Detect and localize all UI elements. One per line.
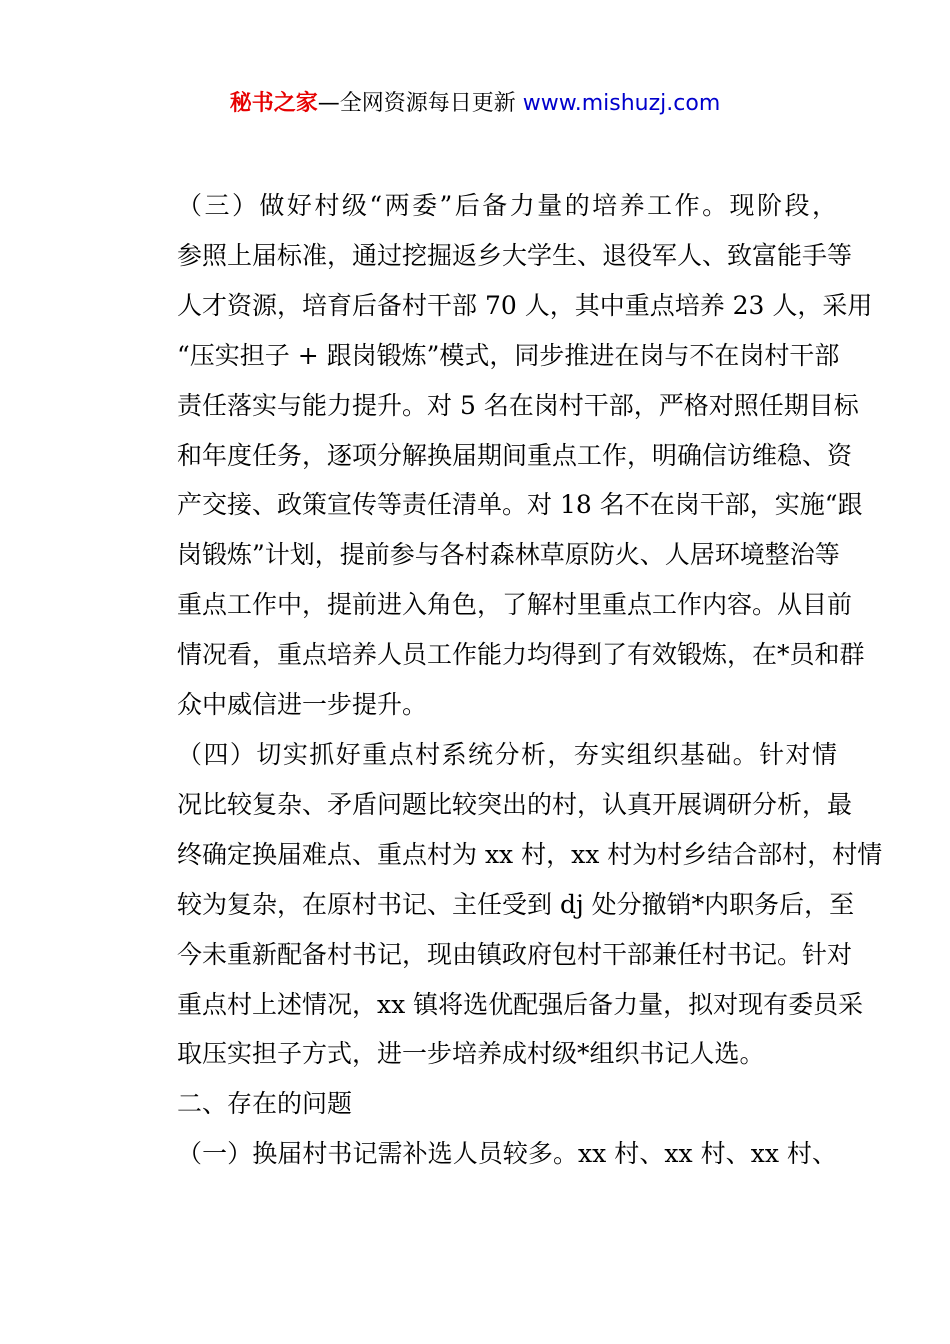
text-line: 取压实担子方式，进一步培养成村级*组织书记人选。 (177, 1039, 765, 1069)
paragraph-3-reserve-training (127, 181, 873, 730)
text-line: 重点工作中，提前进入角色，了解村里重点工作内容。从目前 (177, 590, 853, 620)
text-line: 人才资源，培育后备村干部 70 人，其中重点培养 23 人，采用 (177, 290, 873, 320)
text-line: “压实担子 + 跟岗锻炼”模式，同步推进在岗与不在岗村干部 (177, 340, 840, 370)
text-line: 和年度任务，逐项分解换届期间重点工作，明确信访维稳、资 (177, 440, 853, 470)
text-line: 终确定换届难点、重点村为 xx 村，xx 村为村乡结合部村，村情 (177, 839, 883, 869)
header-tagline: —全网资源每日更新 (317, 91, 523, 116)
text-line: 产交接、政策宣传等责任清单。对 18 名不在岗干部，实施“跟 (177, 490, 863, 520)
text-line: （四）切实抓好重点村系统分析，夯实组织基础。针对情 (177, 739, 837, 769)
text-line: 重点村上述情况，xx 镇将选优配强后备力量，拟对现有委员采 (177, 989, 864, 1019)
document-body (127, 181, 883, 1179)
text-line: 责任落实与能力提升。对 5 名在岗村干部，严格对照任期目标 (177, 390, 859, 420)
text-line: 况比较复杂、矛盾问题比较突出的村，认真开展调研分析，最 (177, 789, 853, 819)
text-line: （三）做好村级“两委”后备力量的培养工作。现阶段， (177, 191, 837, 220)
paragraph-4-key-village-analysis (127, 730, 883, 1079)
text-line: 岗锻炼”计划，提前参与各村森林草原防火、人居环境整治等 (177, 540, 840, 570)
text-line: （一）换届村书记需补选人员较多。xx 村、xx 村、xx 村、 (177, 1139, 837, 1169)
text-line: 情况看，重点培养人员工作能力均得到了有效锻炼，在*员和群 (177, 640, 865, 670)
site-url-link[interactable]: www.mishuzj.com (522, 91, 721, 116)
brand-name: 秘书之家 (229, 91, 318, 116)
text-line: 今未重新配备村书记，现由镇政府包村干部兼任村书记。针对 (177, 939, 853, 969)
text-line: 参照上届标准，通过挖掘返乡大学生、退役军人、致富能手等 (177, 240, 853, 270)
paragraph-problems-1 (127, 1129, 837, 1179)
section-heading: 二、存在的问题 (177, 1089, 353, 1119)
text-line: 较为复杂，在原村书记、主任受到 dj 处分撤销*内职务后，至 (177, 889, 855, 919)
site-header (0, 88, 950, 120)
text-line: 众中威信进一步提升。 (177, 690, 428, 720)
